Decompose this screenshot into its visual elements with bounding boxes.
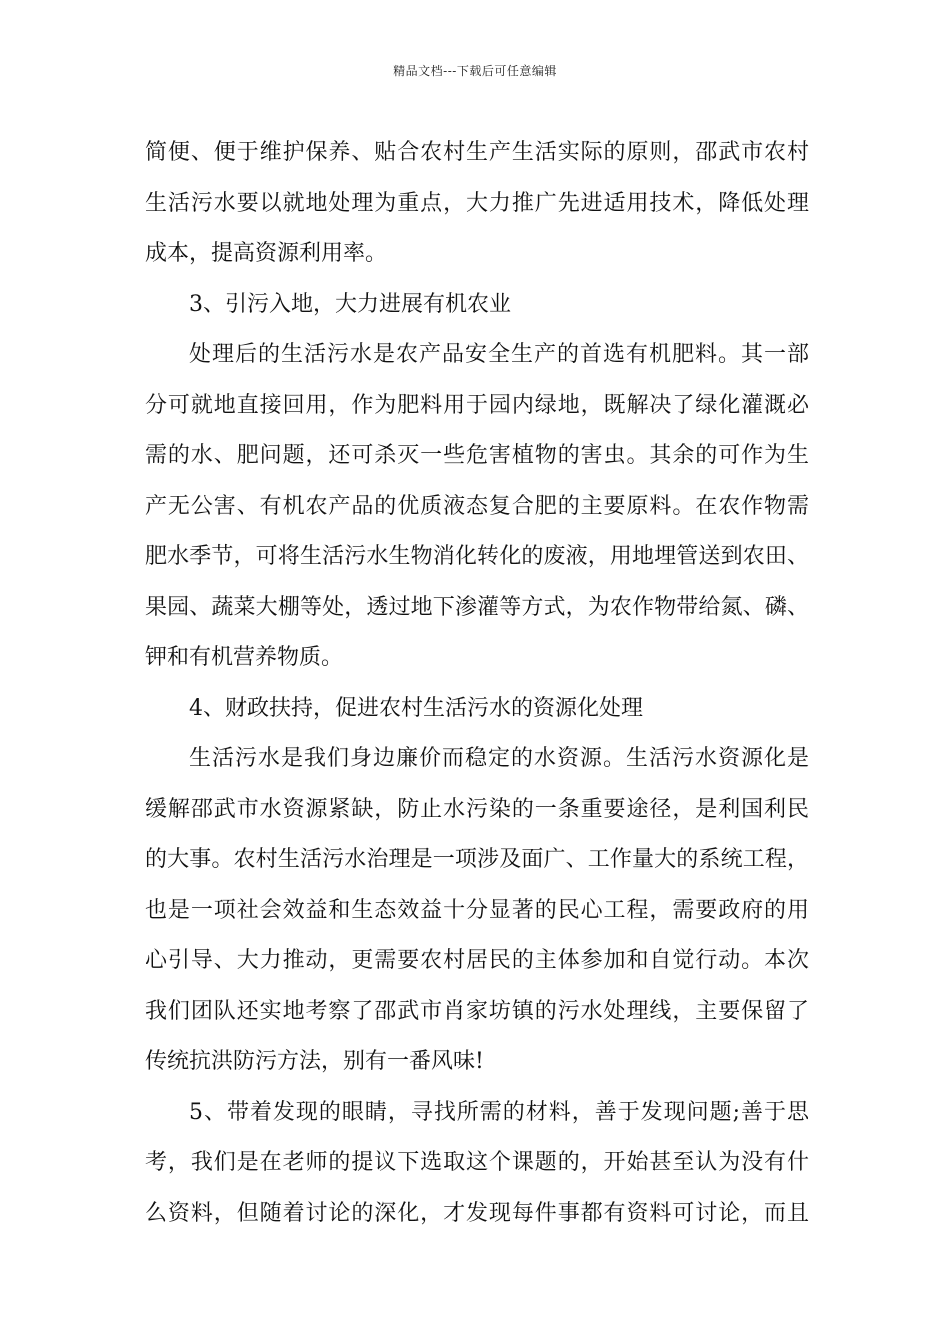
page-header: 精品文档---下载后可任意编辑 [393,64,557,78]
text-line: 考，我们是在老师的提议下选取这个课题的，开始甚至认为没有什 [145,1150,809,1175]
text-line: 缓解邵武市水资源紧缺，防止水污染的一条重要途径，是利国利民 [145,796,809,822]
text-line: 么资料，但随着讨论的深化，才发现每件事都有资料可讨论，而且 [145,1200,809,1226]
text-line: 成本，提高资源利用率。 [145,241,388,266]
section-heading: 3、引污入地，大力进展有机农业 [189,291,511,317]
text-line: 产无公害、有机农产品的优质液态复合肥的主要原料。在农作物需 [145,493,809,519]
text-line: 肥水季节，可将生活污水生物消化转化的废液，用地埋管送到农田、 [145,544,809,569]
text-line: 处理后的生活污水是农产品安全生产的首选有机肥料。其一部 [189,342,809,367]
text-line: 心引导、大力推动，更需要农村居民的主体参加和自觉行动。本次 [145,948,809,973]
text-line: 分可就地直接回用，作为肥料用于园内绿地，既解决了绿化灌溉必 [145,392,809,418]
text-line: 生活污水是我们身边廉价而稳定的水资源。生活污水资源化是 [189,746,809,771]
text-line: 也是一项社会效益和生态效益十分显著的民心工程，需要政府的用 [145,897,809,923]
document-body [145,128,809,1239]
text-line: 我们团队还实地考察了邵武市肖家坊镇的污水处理线，主要保留了 [145,998,809,1024]
text-line: 需的水、肥问题，还可杀灭一些危害植物的害虫。其余的可作为生 [145,443,809,468]
section-heading: 5、带着发现的眼睛，寻找所需的材料，善于发现问题;善于思 [189,1099,809,1125]
text-line: 的大事。农村生活污水治理是一项涉及面广、工作量大的系统工程， [145,847,809,872]
text-line: 果园、蔬菜大棚等处，透过地下渗灌等方式，为农作物带给氮、磷、 [145,594,809,620]
text-line: 传统抗洪防污方法，别有一番风味! [145,1049,484,1074]
text-line: 简便、便于维护保养、贴合农村生产生活实际的原则，邵武市农村 [145,140,809,165]
text-line: 生活污水要以就地处理为重点，大力推广先进适用技术，降低处理 [145,190,809,216]
text-line: 钾和有机营养物质。 [145,645,344,670]
section-heading: 4、财政扶持，促进农村生活污水的资源化处理 [189,695,643,721]
